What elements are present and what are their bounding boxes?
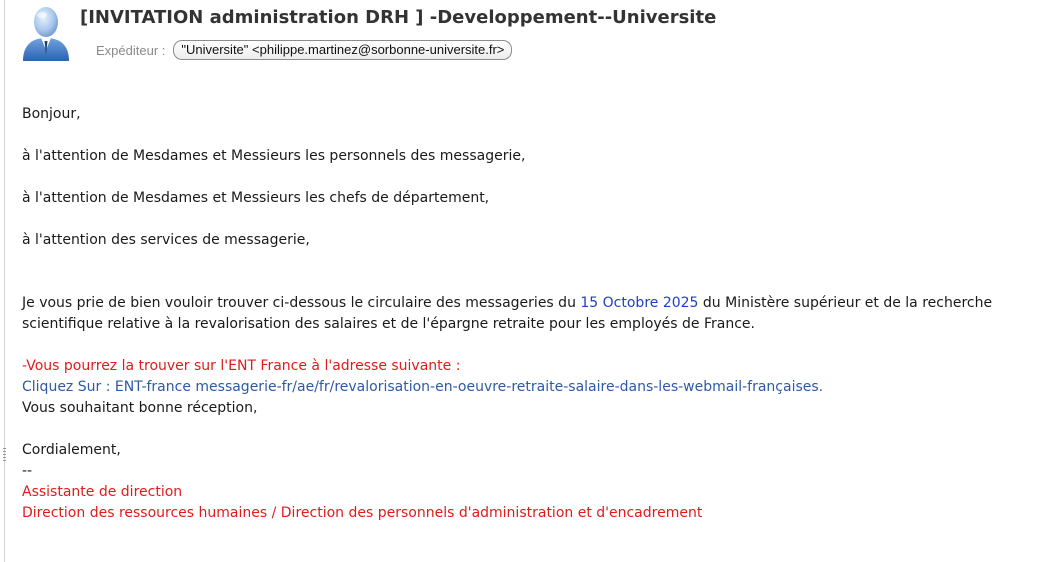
- closing: Cordialement,: [22, 442, 121, 458]
- sender-row: [96, 40, 512, 60]
- pane-resize-handle[interactable]: [3, 448, 6, 462]
- left-divider: [4, 0, 5, 562]
- main-paragraph: [22, 293, 1032, 335]
- sender-address-pill[interactable]: "Universite" <philippe.martinez@sorbonne-universite.fr>: [173, 40, 512, 60]
- addressee-staff: à l'attention de Mesdames et Messieurs les personnels des messagerie,: [22, 148, 526, 164]
- paragraph-middle: du Ministère supérieur et de la recherche: [702, 295, 993, 311]
- sender-label: Expéditeur :: [96, 42, 166, 58]
- sender-avatar: [20, 3, 72, 63]
- paragraph-start: Je vous prie de bien vouloir trouver ci-dessous le circulaire des messageries du: [22, 295, 576, 311]
- email-body: [22, 104, 1032, 524]
- signature-title: Assistante de direction: [22, 484, 183, 500]
- signature-department: Direction des ressources humaines / Direction des personnels d'administration et d'encadrement: [22, 505, 703, 521]
- addressee-heads: à l'attention de Mesdames et Messieurs les chefs de département,: [22, 190, 490, 206]
- signature-separator: --: [22, 463, 33, 479]
- email-subject: [INVITATION administration DRH ] -Developpement--Universite: [80, 7, 717, 28]
- ent-notice: -Vous pourrez la trouver sur l'ENT France à l'adresse suivante :: [22, 358, 461, 374]
- greeting: Bonjour,: [22, 106, 81, 122]
- wish-line: Vous souhaitant bonne réception,: [22, 400, 258, 416]
- addressee-services: à l'attention des services de messagerie,: [22, 232, 310, 248]
- circular-date: 15 Octobre 2025: [580, 295, 699, 311]
- ent-link[interactable]: Cliquez Sur : ENT-france messagerie-fr/ae/fr/revalorisation-en-oeuvre-retraite-salaire-dans-les-webmail-françaises.: [22, 379, 824, 395]
- user-avatar-icon: [20, 3, 72, 63]
- paragraph-end: scientifique relative à la revalorisation des salaires et de l'épargne retraite pour les employés de France.: [22, 316, 755, 332]
